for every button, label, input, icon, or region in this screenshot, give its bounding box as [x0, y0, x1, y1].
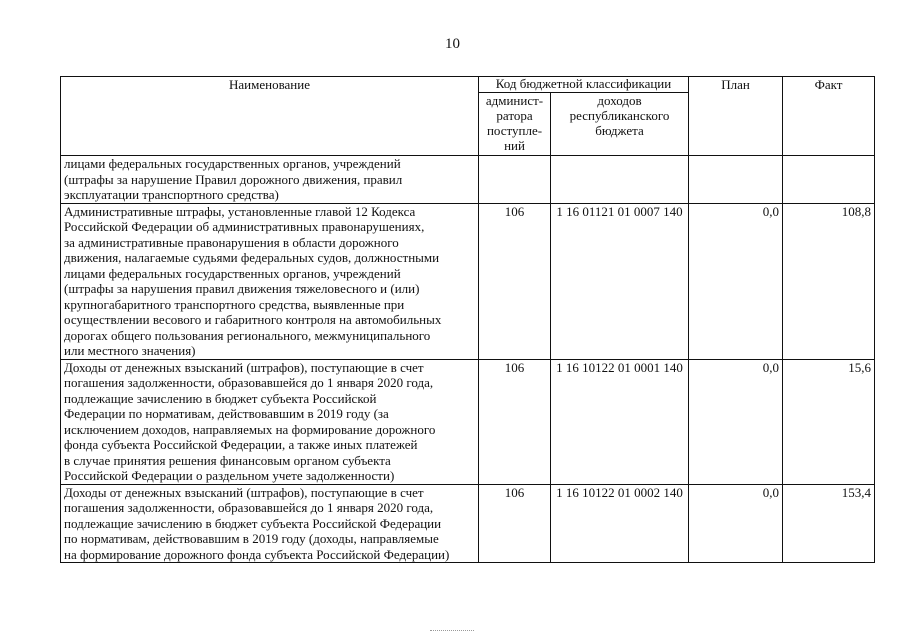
header-name: Наименование: [61, 77, 479, 156]
row-name-line: или местного значения): [64, 343, 196, 358]
row-fact: 108,8: [783, 203, 875, 359]
header-admin-line: ратора: [496, 107, 533, 123]
row-name-line: за административные правонарушения в области дорожного: [64, 234, 399, 250]
header-budget-code-group: Код бюджетной классификации: [479, 77, 689, 93]
row-name-line: дорогах общего пользования регионального, межмуниципального: [64, 327, 431, 343]
row-fact: 15,6: [783, 359, 875, 484]
row-plan: 0,0: [689, 484, 783, 563]
row-name-line: крупногабаритного транспортного средства, выявленные при: [64, 296, 405, 312]
row-admin: 106: [479, 359, 551, 484]
row-name: [61, 203, 479, 359]
row-name-line: на формирование дорожного фонда субъекта Российской Федерации): [64, 546, 450, 562]
row-name-line: подлежащие зачислению в бюджет субъекта Российской Федерации: [64, 515, 442, 531]
row-name-line: фонда субъекта Российской Федерации, а также иных платежей: [64, 437, 418, 452]
row-name-line: Доходы от денежных взысканий (штрафов), поступающие в счет: [64, 484, 424, 500]
header-income: [551, 92, 689, 155]
table-row: [61, 203, 875, 359]
row-name-line: погашения задолженности, образовавшейся до 1 января 2020 года,: [64, 500, 434, 515]
row-name-line: осуществлении весового и габаритного контроля на автомобильных: [64, 312, 442, 327]
header-income-line: доходов: [597, 92, 642, 108]
row-code: 1 16 10122 01 0002 140: [551, 484, 689, 563]
row-name-line: в случае принятия решения финансовым органом субъекта: [64, 452, 391, 468]
table-row: [61, 156, 875, 204]
row-name-line: исключением доходов, направляемых на формирование дорожного: [64, 421, 436, 437]
row-plan: 0,0: [689, 359, 783, 484]
row-name-line: Российской Федерации об административных правонарушениях,: [64, 219, 425, 234]
row-name-line: Административные штрафы, установленные главой 12 Кодекса: [64, 203, 416, 219]
header-admin-line: ний: [504, 137, 525, 153]
row-name-line: лицами федеральных государственных органов, учреждений: [64, 156, 401, 171]
header-plan: План: [689, 77, 783, 156]
header-admin-line: поступле-: [486, 122, 543, 138]
row-fact: 153,4: [783, 484, 875, 563]
row-code: [551, 156, 689, 204]
row-name-line: подлежащие зачислению в бюджет субъекта Российской: [64, 390, 377, 406]
row-name-line: Доходы от денежных взысканий (штрафов), поступающие в счет: [64, 359, 424, 375]
row-code: 1 16 01121 01 0007 140: [551, 203, 689, 359]
row-name-line: эксплуатации транспортного средства): [64, 187, 279, 202]
row-name-line: лицами федеральных государственных органов, учреждений: [64, 265, 401, 281]
row-name-line: по нормативам, действовавшим в 2019 году (доходы, направляемые: [64, 531, 439, 546]
row-name-line: движения, налагаемые судьями федеральных судов, должностными: [64, 250, 440, 265]
scan-artifact: [430, 630, 474, 634]
header-income-line: республиканского: [569, 107, 670, 123]
row-plan: 0,0: [689, 203, 783, 359]
row-admin: [479, 156, 551, 204]
table-row: [61, 359, 875, 484]
row-name-line: (штрафы за нарушение Правил дорожного движения, правил: [64, 171, 403, 187]
header-fact: Факт: [783, 77, 875, 156]
row-name-line: Федерации по нормативам, действовавшим в 2019 году (за: [64, 406, 389, 421]
header-income-line: бюджета: [595, 122, 644, 138]
row-name: [61, 359, 479, 484]
row-name-line: (штрафы за нарушения правил движения тяжеловесного и (или): [64, 281, 420, 296]
row-admin: 106: [479, 203, 551, 359]
row-name-line: погашения задолженности, образовавшейся до 1 января 2020 года,: [64, 375, 434, 390]
budget-table: [60, 76, 875, 563]
row-name: [61, 156, 479, 204]
row-code: 1 16 10122 01 0001 140: [551, 359, 689, 484]
row-plan: [689, 156, 783, 204]
header-admin-line: админист-: [485, 92, 544, 108]
row-name: [61, 484, 479, 563]
page-number: 10: [445, 36, 460, 52]
row-admin: 106: [479, 484, 551, 563]
row-fact: [783, 156, 875, 204]
header-admin: [479, 92, 551, 155]
row-name-line: Российской Федерации о раздельном учете задолженности): [64, 468, 395, 483]
table-row: [61, 484, 875, 563]
